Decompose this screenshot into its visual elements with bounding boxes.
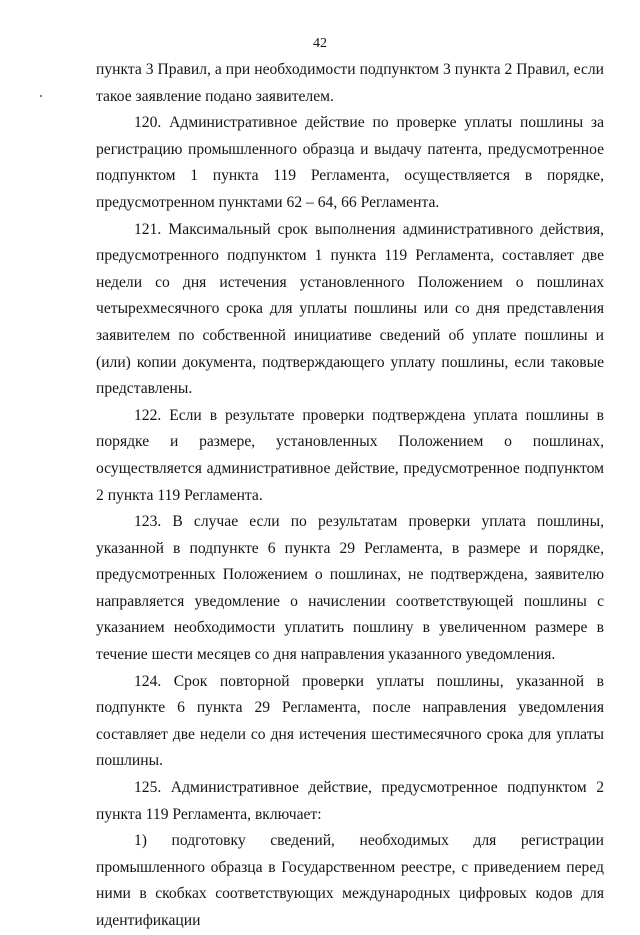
- paragraph-122: 122. Если в результате проверки подтверждена уплата пошлины в порядке и размере, установленных Положением о пошлинах, осуществляется административное действие, предусмотренное подпунктом 2 пункта 119 Регламента.: [96, 406, 604, 504]
- list-item-1: 1) подготовку сведений, необходимых для регистрации промышленного образца в Государственном реестре, с приведением перед ними в скобках соответствующих международных цифровых кодов для идентификации: [96, 832, 604, 929]
- paragraph-124: 124. Срок повторной проверки уплаты пошлины, указанной в подпункте 6 пункта 29 Регламента, после направления уведомления составляет две недели со дня истечения шестимесячного срока для уплаты пошлины.: [96, 672, 604, 770]
- paragraph-121: 121. Максимальный срок выполнения административного действия, предусмотренного подпунктом 1 пункта 119 Регламента, составляет две недели со дня истечения установленного Положением о пошлинах четырехмесячного срока для уплаты пошлины или со дня представления заявителем по собственной инициативе сведений об уплате пошлины и (или) копии документа, подтверждающего уплату пошлины, если таковые представлены.: [96, 220, 604, 398]
- body-text: [96, 57, 604, 935]
- paragraph-120: 120. Административное действие по проверке уплаты пошлины за регистрацию промышленного образца и выдачу патента, предусмотренное подпунктом 1 пункта 119 Регламента, осуществляется в порядке, предусмотренном пунктами 62 – 64, 66 Регламента.: [96, 114, 604, 211]
- page-number: 42: [313, 36, 327, 51]
- paragraph-125: 125. Административное действие, предусмотренное подпунктом 2 пункта 119 Регламента, включает:: [96, 779, 604, 823]
- paragraph-continuation: пункта 3 Правил, а при необходимости подпунктом 3 пункта 2 Правил, если такое заявление подано заявителем.: [96, 61, 604, 105]
- paragraph-123: 123. В случае если по результатам проверки уплата пошлины, указанной в подпункте 6 пункта 29 Регламента, в размере и порядке, предусмотренных Положением о пошлинах, не подтверждена, заявителю направляется уведомление о начислении соответствующей пошлины с указанием необходимости уплатить пошлину в увеличенном размере в течение шести месяцев со дня направления указанного уведомления.: [96, 513, 604, 664]
- scan-speck: [40, 95, 42, 97]
